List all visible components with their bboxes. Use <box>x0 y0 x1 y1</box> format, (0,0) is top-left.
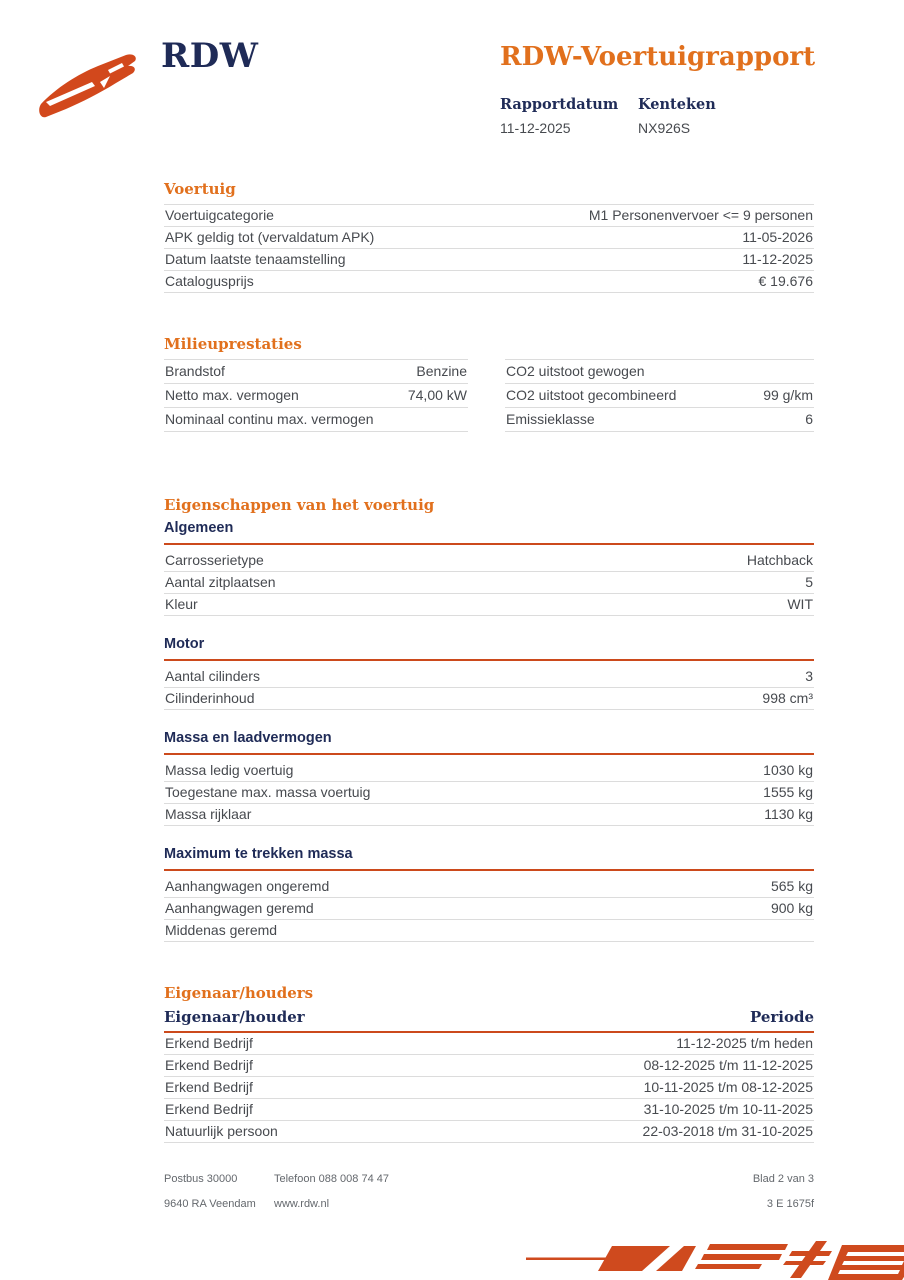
owner-period: 10-11-2025 t/m 08-12-2025 <box>643 1079 813 1095</box>
subsection-heading-massa: Massa en laadvermogen <box>164 730 814 755</box>
section-eigenschappen <box>164 496 814 942</box>
section-heading-eigenaar: Eigenaar/houders <box>164 984 314 1002</box>
field-label: Emissieklasse <box>506 411 595 427</box>
rdw-speed-stripes-graphic <box>520 1238 904 1280</box>
report-body <box>164 180 814 1143</box>
field-value: 998 cm³ <box>762 690 813 706</box>
subsection-trekken <box>164 846 814 942</box>
field-label: Nominaal continu max. vermogen <box>165 411 374 427</box>
table-row <box>164 760 814 782</box>
column-header-period: Periode <box>749 1008 814 1026</box>
subsection-massa <box>164 730 814 826</box>
section-milieuprestaties <box>164 335 814 432</box>
field-value: 1130 kg <box>764 806 813 822</box>
section-voertuig <box>164 180 814 293</box>
owners-table-header <box>164 1008 814 1033</box>
field-value: WIT <box>787 596 813 612</box>
table-row <box>164 1077 814 1099</box>
field-value: 99 g/km <box>763 387 813 403</box>
subsection-heading-algemeen: Algemeen <box>164 520 814 545</box>
field-label: Brandstof <box>165 363 225 379</box>
table-row <box>164 1055 814 1077</box>
field-value: € 19.676 <box>758 273 813 289</box>
field-label: Carrosserietype <box>165 552 264 568</box>
field-value: 565 kg <box>770 878 813 894</box>
field-value: 1555 kg <box>763 784 813 800</box>
subsection-heading-trekken: Maximum te trekken massa <box>164 846 814 871</box>
report-meta <box>500 96 776 136</box>
field-value: 11-05-2026 <box>742 229 813 245</box>
table-row <box>164 271 814 293</box>
field-value: 900 kg <box>770 900 813 916</box>
column-header-owner: Eigenaar/houder <box>164 1008 305 1026</box>
field-value: 5 <box>805 574 813 590</box>
field-value: 3 <box>805 668 813 684</box>
table-row <box>164 227 814 249</box>
footer-page-indicator: Blad 2 van 3 <box>752 1172 814 1185</box>
footer-phone: Telefoon 088 008 74 47 <box>274 1172 389 1185</box>
table-row <box>164 666 814 688</box>
field-value: 11-12-2025 <box>742 251 813 267</box>
field-value: 1030 kg <box>763 762 813 778</box>
field-value: 74,00 kW <box>407 387 467 403</box>
field-value: Benzine <box>416 363 467 379</box>
owner-name: Erkend Bedrijf <box>165 1057 253 1073</box>
field-label: APK geldig tot (vervaldatum APK) <box>165 229 375 245</box>
field-label: Massa rijklaar <box>165 806 252 822</box>
table-row <box>164 1099 814 1121</box>
table-row <box>164 384 468 408</box>
report-date-label: Rapportdatum <box>500 96 619 113</box>
table-row <box>164 804 814 826</box>
license-plate-block <box>638 96 776 136</box>
owner-period: 22-03-2018 t/m 31-10-2025 <box>642 1123 813 1139</box>
page-title: RDW-Voertuigrapport <box>500 42 816 72</box>
license-plate-value: NX926S <box>638 120 691 136</box>
field-label: Netto max. vermogen <box>165 387 299 403</box>
field-label: CO2 uitstoot gewogen <box>506 363 645 379</box>
section-eigenaar-houders <box>164 984 814 1143</box>
field-value: Hatchback <box>746 552 813 568</box>
footer-page-info <box>753 1166 814 1216</box>
field-label: Aanhangwagen geremd <box>165 900 314 916</box>
table-row <box>164 898 814 920</box>
footer-address-line2: 9640 RA Veendam <box>164 1197 256 1210</box>
table-row <box>505 408 814 432</box>
table-row <box>164 920 814 942</box>
section-heading-eigenschappen: Eigenschappen van het voertuig <box>164 496 435 514</box>
field-label: CO2 uitstoot gecombineerd <box>506 387 677 403</box>
table-row <box>164 360 468 384</box>
footer-website-link[interactable]: www.rdw.nl <box>274 1197 330 1210</box>
footer-doc-code: 3 E 1675f <box>766 1197 814 1210</box>
table-row <box>164 205 814 227</box>
table-row <box>164 782 814 804</box>
subsection-algemeen <box>164 520 814 616</box>
table-row <box>164 876 814 898</box>
table-row <box>505 384 814 408</box>
field-label: Voertuigcategorie <box>165 207 274 223</box>
table-row <box>164 550 814 572</box>
page-footer <box>164 1166 814 1216</box>
field-label: Massa ledig voertuig <box>165 762 294 778</box>
table-row <box>164 572 814 594</box>
owner-name: Natuurlijk persoon <box>165 1123 278 1139</box>
footer-address-line1: Postbus 30000 <box>164 1172 238 1185</box>
field-label: Cilinderinhoud <box>165 690 255 706</box>
table-row <box>164 1121 814 1143</box>
field-label: Aantal cilinders <box>165 668 260 684</box>
field-label: Middenas geremd <box>165 922 278 938</box>
table-row <box>164 688 814 710</box>
table-row <box>164 249 814 271</box>
field-label: Aantal zitplaatsen <box>165 574 276 590</box>
footer-address <box>164 1166 274 1216</box>
owner-name: Erkend Bedrijf <box>165 1101 253 1117</box>
field-label: Datum laatste tenaamstelling <box>165 251 346 267</box>
report-date-value: 11-12-2025 <box>500 120 571 136</box>
rdw-feather-logo-icon <box>38 52 143 120</box>
owner-period: 08-12-2025 t/m 11-12-2025 <box>643 1057 813 1073</box>
field-value: M1 Personenvervoer <= 9 personen <box>588 207 813 223</box>
section-heading-milieuprestaties: Milieuprestaties <box>164 335 302 353</box>
footer-contact <box>274 1166 389 1216</box>
license-plate-label: Kenteken <box>638 96 716 113</box>
field-label: Kleur <box>165 596 198 612</box>
column-gap <box>468 359 505 432</box>
field-label: Catalogusprijs <box>165 273 254 289</box>
subsection-motor <box>164 636 814 710</box>
table-row <box>164 594 814 616</box>
owner-name: Erkend Bedrijf <box>165 1079 253 1095</box>
field-label: Toegestane max. massa voertuig <box>165 784 371 800</box>
owner-period: 11-12-2025 t/m heden <box>676 1035 813 1051</box>
report-date-block <box>500 96 638 136</box>
owner-period: 31-10-2025 t/m 10-11-2025 <box>643 1101 813 1117</box>
rdw-logo-text: RDW <box>161 36 259 76</box>
table-row <box>164 408 468 432</box>
owner-name: Erkend Bedrijf <box>165 1035 253 1051</box>
section-heading-voertuig: Voertuig <box>164 180 236 198</box>
subsection-heading-motor: Motor <box>164 636 814 661</box>
table-row <box>164 1033 814 1055</box>
field-value: 6 <box>805 411 813 427</box>
field-label: Aanhangwagen ongeremd <box>165 878 330 894</box>
table-row <box>505 360 814 384</box>
